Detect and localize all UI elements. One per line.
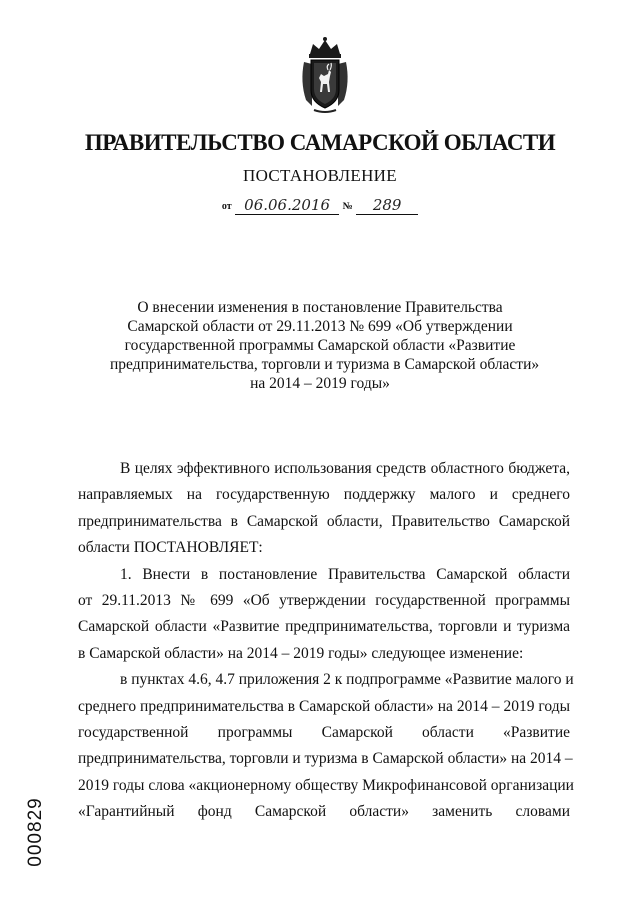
body-line: среднего предпринимательства в Самарской области» на 2014 – 2019 годы <box>78 697 570 715</box>
government-title: ПРАВИТЕЛЬСТВО САМАРСКОЙ ОБЛАСТИ <box>84 130 556 155</box>
samara-coat-of-arms-icon <box>296 36 354 114</box>
stamp-number: 000829 <box>25 797 46 867</box>
subject-line: предпринимательства, торговли и туризма в Самарской области» <box>110 356 540 373</box>
body-line: 2019 годы слова «акционерному обществу Микрофинансовой организации <box>78 776 574 794</box>
document-body <box>78 456 574 825</box>
body-line: предпринимательства, торговли и туризма в Самарской области» на 2014 – <box>78 750 573 768</box>
body-line: В целях эффективного использования средств областного бюджета, <box>120 460 570 477</box>
body-line: в пунктах 4.6, 4.7 приложения 2 к подпрограмме «Развитие малого и <box>120 671 574 689</box>
subject-line: на 2014 – 2019 годы» <box>250 375 390 392</box>
body-line: в Самарской области» на 2014 – 2019 годы» следующее изменение: <box>78 644 524 662</box>
subject-line: государственной программы Самарской области «Развитие <box>124 337 516 354</box>
document-date: 06.06.2016 <box>235 196 339 215</box>
document-type: ПОСТАНОВЛЕНИЕ <box>243 166 397 185</box>
body-line: 1. Внести в постановление Правительства Самарской области <box>120 565 570 583</box>
body-line: от 29.11.2013 № 699 «Об утверждении государственной программы <box>78 591 570 609</box>
body-line: предпринимательства в Самарской области, Правительство Самарской <box>78 512 570 530</box>
body-line: Самарской области «Развитие предпринимательства, торговли и туризма <box>78 618 570 636</box>
subject-line: Самарской области от 29.11.2013 № 699 «Об утверждении <box>127 318 513 335</box>
registration-stamp <box>24 780 48 884</box>
number-prefix: № <box>342 201 353 212</box>
body-line: «Гарантийный фонд Самарской области» заменить словами <box>78 803 570 821</box>
document-number: 289 <box>356 196 418 215</box>
subject-line: О внесении изменения в постановление Правительства <box>137 299 503 316</box>
body-line: государственной программы Самарской области «Развитие <box>78 723 570 741</box>
document-subject <box>110 298 540 393</box>
body-line: области ПОСТАНОВЛЯЕТ: <box>78 539 263 557</box>
document-date-number <box>0 196 640 215</box>
body-line: направляемых на государственную поддержку малого и среднего <box>78 486 570 504</box>
date-prefix: от <box>221 201 232 212</box>
